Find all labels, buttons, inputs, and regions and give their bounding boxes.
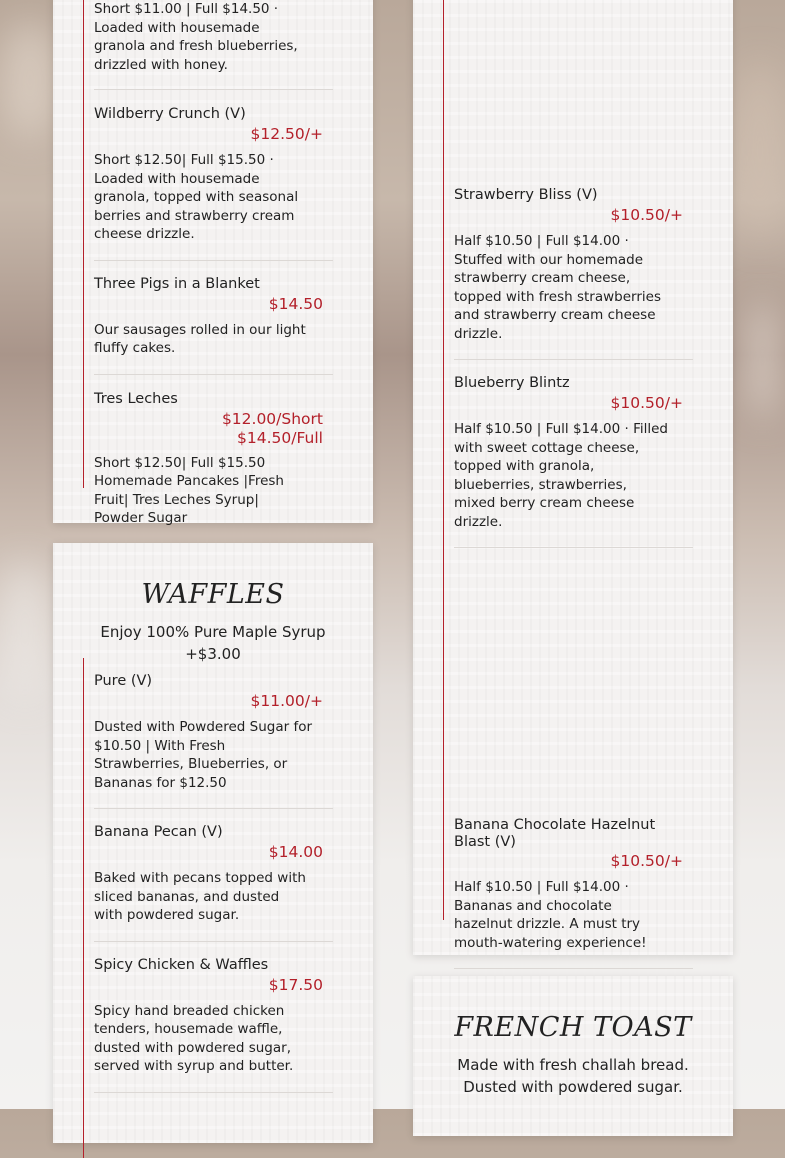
item-description: Half $10.50 | Full $14.00 · Filled with sweet cottage cheese, topped with granola, blueberries, strawberries, mixed berry cream cheese drizzle. <box>454 421 668 530</box>
item-description: Our sausages rolled in our light fluffy cakes. <box>94 321 306 356</box>
item-price: $11.00/+ <box>250 692 323 710</box>
item-price: $10.50/+ <box>610 394 683 412</box>
item-name: Spicy Chicken & Waffles <box>94 956 269 973</box>
item-name: Tres Leches <box>94 390 178 407</box>
pancakes-card <box>53 0 373 526</box>
item-name: Banana Chocolate Hazelnut Blast (V) <box>454 817 656 850</box>
french-toast-card <box>413 976 733 1136</box>
menu-item <box>84 375 333 528</box>
item-description: Half $10.50 | Full $14.00 · Bananas and chocolate hazelnut drizzle. A must try mouth-watering experience! <box>454 879 647 951</box>
menu-item <box>444 360 693 531</box>
divider <box>94 1092 333 1093</box>
stuffed-items <box>443 0 693 951</box>
bokeh-light <box>740 300 785 420</box>
menu-item <box>84 658 333 792</box>
item-description: Short $12.50| Full $15.50 · Loaded with housemade granola, topped with seasonal berries and strawberry cream cheese drizzle. <box>94 152 299 242</box>
bokeh-light <box>0 20 60 140</box>
item-price: $17.50 <box>268 975 323 994</box>
menu-item <box>84 90 333 244</box>
item-price: $12.50/+ <box>250 125 323 143</box>
item-price: $14.00 <box>268 843 323 861</box>
divider <box>454 968 693 969</box>
item-name: Wildberry Crunch (V) <box>94 106 246 122</box>
menu-item <box>84 261 333 358</box>
menu-item <box>84 942 333 1076</box>
section-subtitle: Made with fresh challah bread. Dusted with powdered sugar. <box>457 1056 689 1096</box>
item-description: Dusted with Powdered Sugar for $10.50 | With Fresh Strawberries, Blueberries, or Bananas for $12.50 <box>94 719 313 791</box>
item-description: Short $11.00 | Full $14.50 · Loaded with housemade granola and fresh blueberries, drizzled with honey. <box>94 1 298 73</box>
pancakes-items <box>83 0 333 526</box>
item-price: $10.50/+ <box>610 206 683 224</box>
stuffed-card <box>413 0 733 955</box>
menu-item <box>84 809 333 925</box>
item-name: Banana Pecan (V) <box>94 824 223 840</box>
item-price: $14.50 <box>268 294 323 313</box>
item-description: Half $10.50 | Full $14.00 · Stuffed with our homemade strawberry cream cheese, topped with fresh strawberries and strawberry cream cheese drizzle. <box>454 233 662 342</box>
item-price: $10.50/+ <box>610 852 683 870</box>
waffles-card <box>53 543 373 1143</box>
item-description: Spicy hand breaded chicken tenders, housemade waffle, dusted with powdered sugar, served with syrup and butter. <box>94 1002 294 1074</box>
section-title: FRENCH TOAST <box>454 1012 692 1043</box>
bokeh-light <box>735 60 785 240</box>
item-name: Three Pigs in a Blanket <box>94 275 260 292</box>
item-price: $14.50/Full <box>237 428 323 447</box>
item-description: Short $12.50| Full $15.50 Homemade Pancakes |Fresh Fruit| Tres Leches Syrup| Powder Sugar <box>94 454 284 526</box>
item-name: Blueberry Blintz <box>454 375 570 391</box>
waffles-items <box>83 658 333 1158</box>
item-description: Baked with pecans topped with sliced bananas, and dusted with powdered sugar. <box>94 870 306 923</box>
menu-item <box>444 0 693 343</box>
bokeh-light <box>0 560 50 700</box>
menu-item <box>84 0 333 74</box>
menu-item <box>444 548 693 952</box>
item-price: $12.00/Short <box>221 409 323 428</box>
item-name: Strawberry Bliss (V) <box>454 187 598 203</box>
item-name: Pure (V) <box>94 673 153 689</box>
section-subtitle: Enjoy 100% Pure Maple Syrup +$3.00 <box>100 623 326 663</box>
section-title: WAFFLES <box>141 579 285 610</box>
